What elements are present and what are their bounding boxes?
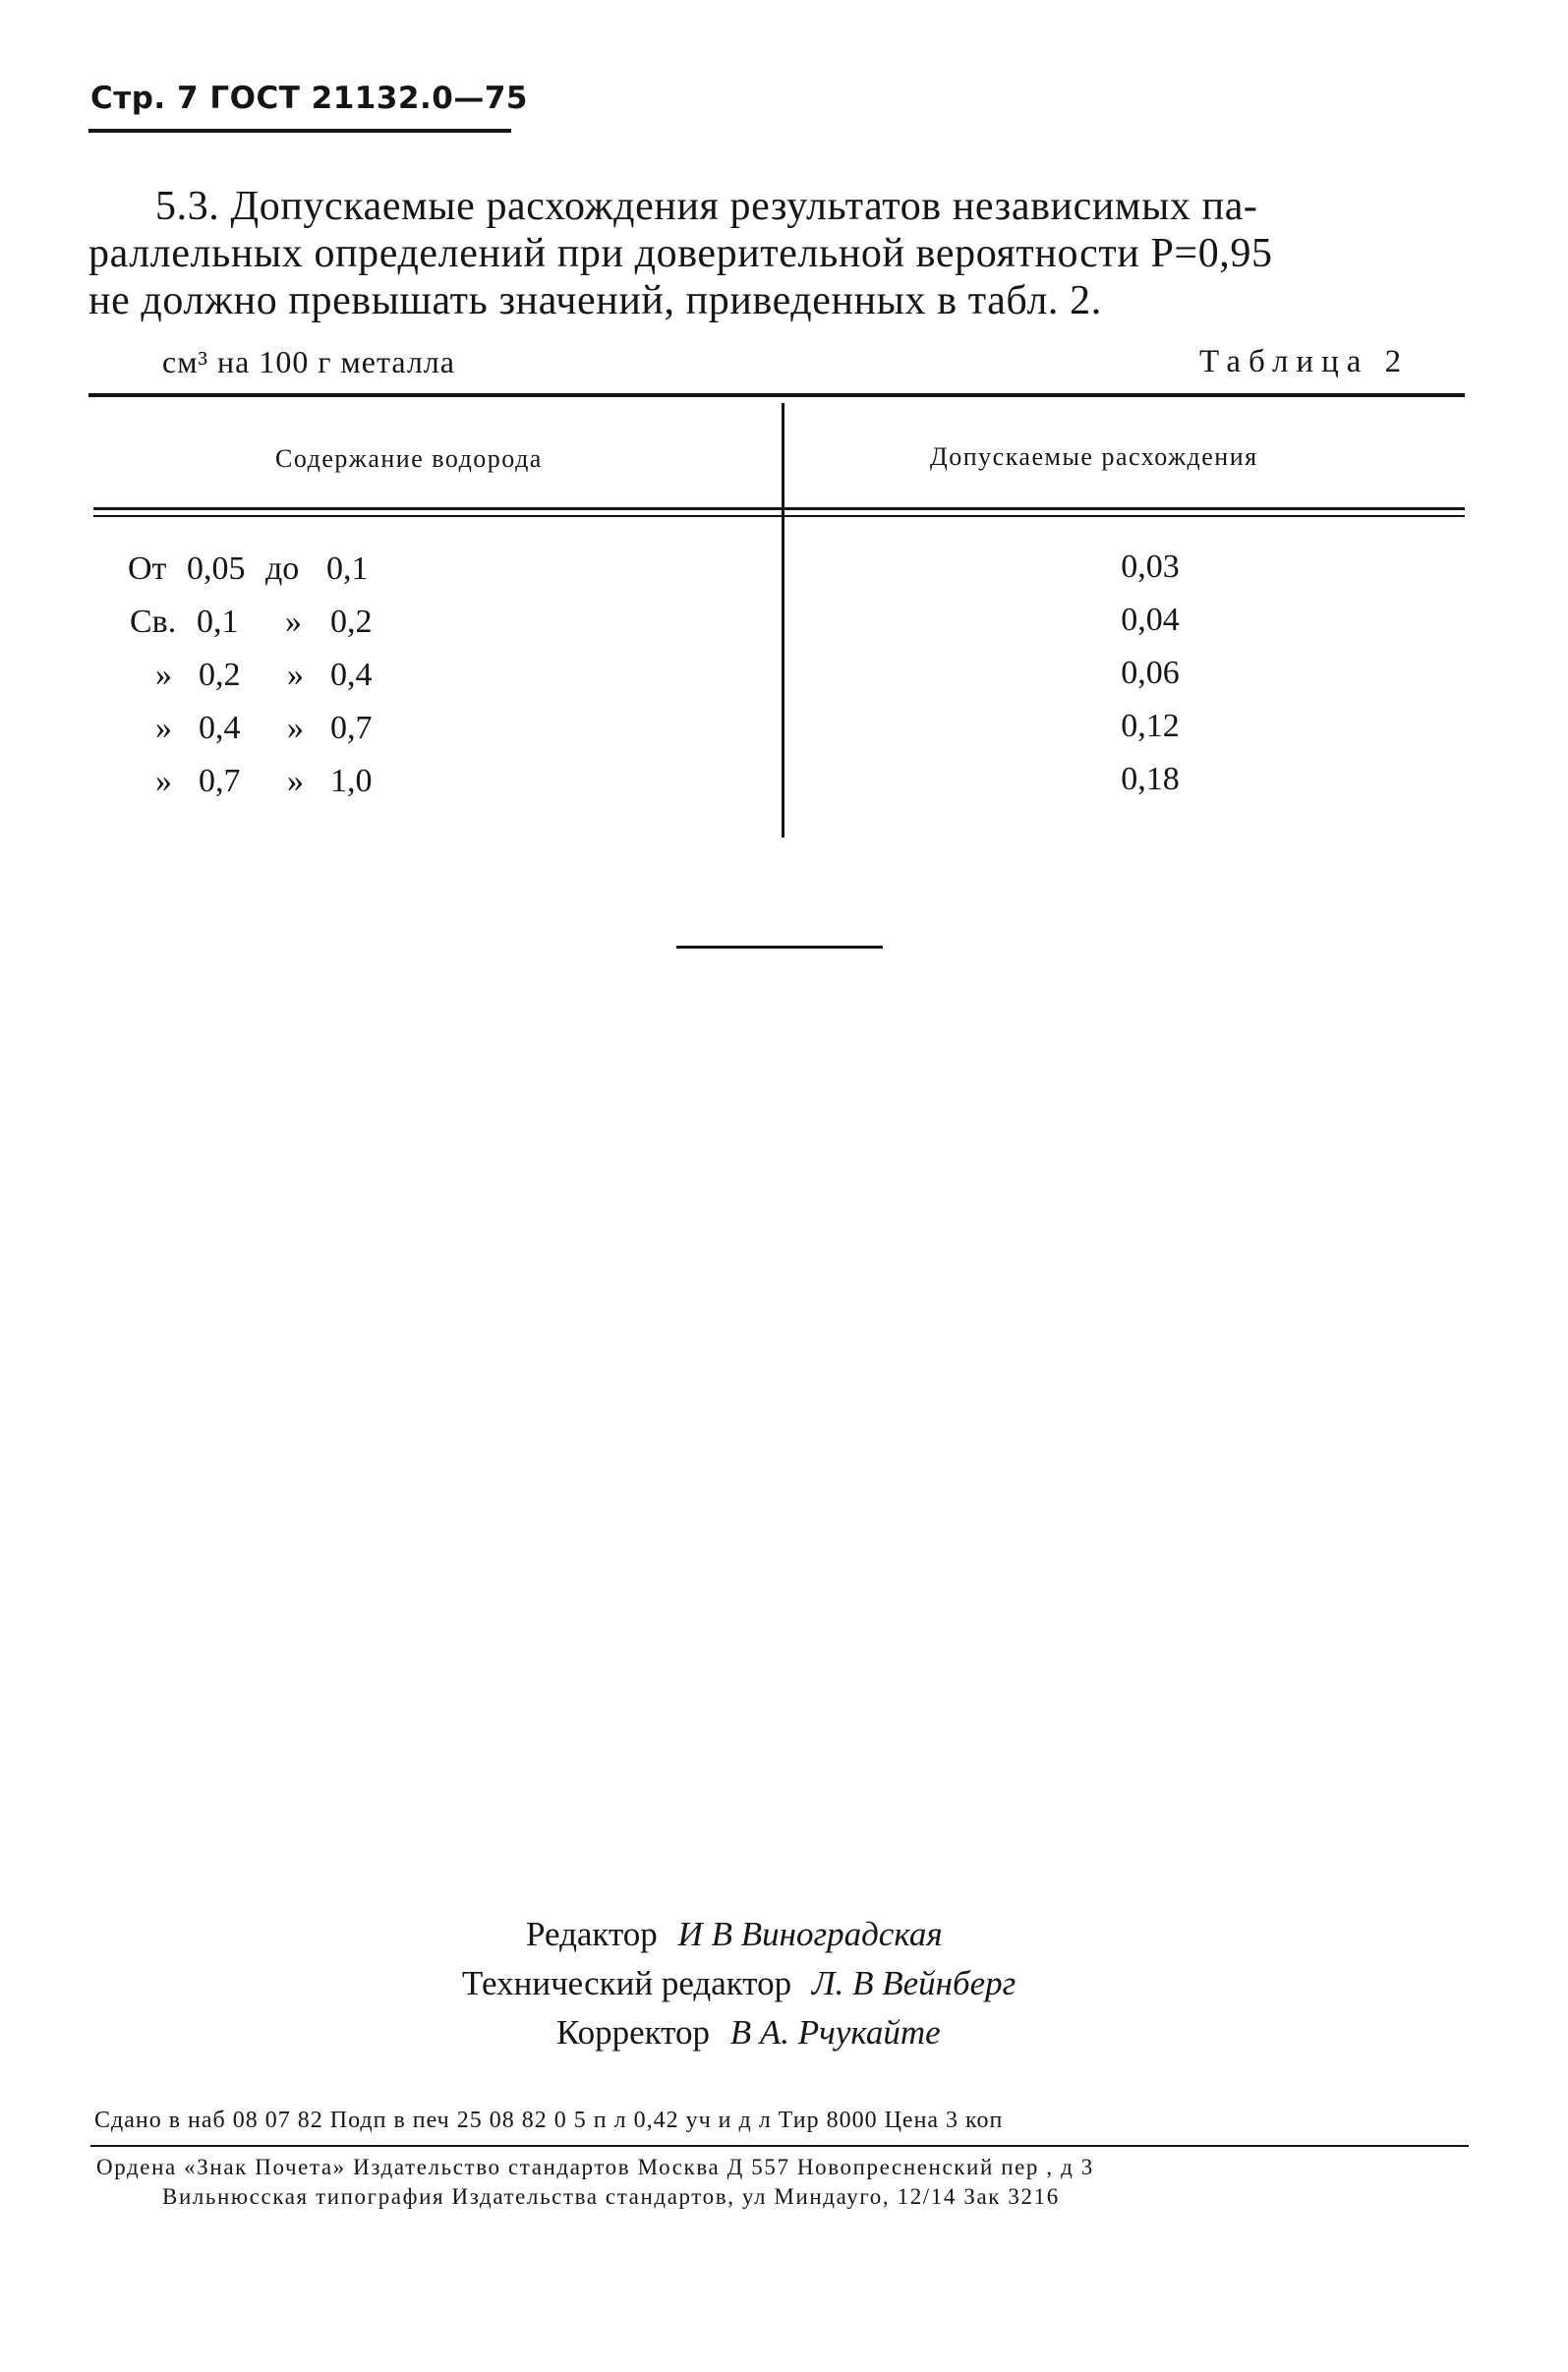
paragraph-line-2: раллельных определений при доверительной вероятности Р=0,95 (88, 231, 1273, 276)
row-5-prefix: » (155, 763, 172, 799)
credit-tech-editor-name: Л. В Вейнберг (811, 1964, 1016, 2002)
table-header-allowed-deviation: Допускаемые расхождения (930, 442, 1258, 471)
row-4-sep: » (287, 710, 304, 746)
header-rule (88, 129, 511, 133)
credit-tech-editor-role: Технический редактор (462, 1964, 792, 2002)
row-2-value: 0,04 (1121, 602, 1180, 638)
row-4-prefix: » (155, 710, 172, 746)
row-5-to: 1,0 (330, 763, 373, 799)
section-end-rule (676, 946, 883, 949)
row-2-from: 0,1 (197, 604, 239, 640)
row-4-to: 0,7 (330, 710, 373, 746)
table-column-divider (782, 403, 784, 838)
imprint-print-data: Сдано в наб 08 07 82 Подп в печ 25 08 82 0 5 п л 0,42 уч и д л Тир 8000 Цена 3 коп (94, 2108, 1004, 2133)
table-caption: Таблица 2 (1199, 344, 1410, 379)
table-header-hydrogen-content: Содержание водорода (275, 444, 543, 473)
row-1-from: 0,05 (187, 550, 246, 587)
row-3-value: 0,06 (1121, 655, 1180, 691)
row-2-sep: » (285, 604, 302, 640)
credit-tech-editor (462, 1964, 1016, 2003)
imprint-rule (90, 2145, 1469, 2147)
row-4-value: 0,12 (1121, 708, 1180, 744)
table-top-rule (88, 393, 1465, 397)
row-1-to: 0,1 (326, 550, 369, 587)
credit-proofreader-role: Корректор (556, 2013, 711, 2052)
row-3-to: 0,4 (330, 657, 373, 693)
row-3-sep: » (287, 657, 304, 693)
credit-proofreader (556, 2013, 941, 2053)
row-1-sep: до (265, 550, 300, 587)
paragraph-line-3: не должно превышать значений, приведенных в табл. 2. (88, 278, 1102, 323)
credit-editor (526, 1915, 943, 1954)
row-1-value: 0,03 (1121, 549, 1180, 585)
table-header-rule-top (93, 507, 1465, 510)
row-2-prefix: Св. (130, 604, 177, 640)
row-2-to: 0,2 (330, 604, 373, 640)
credit-editor-role: Редактор (526, 1915, 658, 1953)
row-5-sep: » (287, 763, 304, 799)
credit-editor-name: И В Виноградская (677, 1915, 943, 1953)
row-5-from: 0,7 (199, 763, 241, 799)
row-3-from: 0,2 (199, 657, 241, 693)
credit-proofreader-name: В А. Рчукайте (729, 2013, 941, 2052)
table-header-rule-bottom (93, 515, 1465, 517)
row-5-value: 0,18 (1121, 761, 1180, 797)
row-3-prefix: » (155, 657, 172, 693)
table-unit-caption: см³ на 100 г металла (162, 344, 455, 379)
row-1-prefix: От (128, 550, 167, 587)
page-header: Стр. 7 ГОСТ 21132.0—75 (90, 81, 528, 116)
imprint-publisher: Ордена «Знак Почета» Издательство стандартов Москва Д 557 Новопресненский пер , д 3 (96, 2155, 1094, 2179)
imprint-printer: Вильнюсская типография Издательства стандартов, ул Миндауго, 12/14 Зак 3216 (162, 2184, 1060, 2209)
paragraph-line-1: 5.3. Допускаемые расхождения результатов независимых па- (155, 184, 1258, 229)
row-4-from: 0,4 (199, 710, 241, 746)
